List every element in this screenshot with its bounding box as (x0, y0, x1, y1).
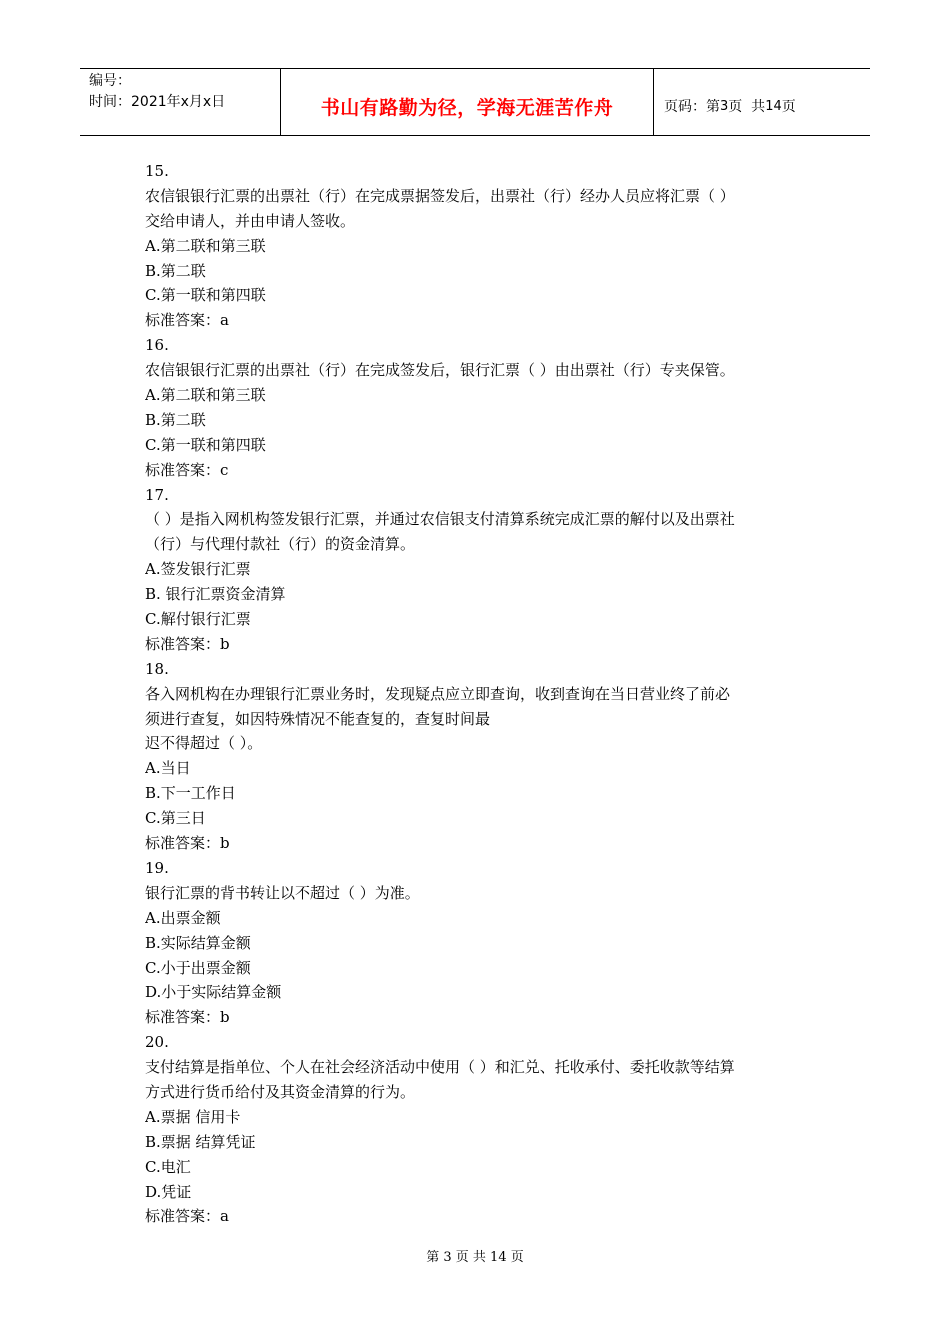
date-label: 时间：2021年x月x日 (89, 94, 226, 110)
text-line: 支付结算是指单位、个人在社会经济活动中使用（ ）和汇兑、托收承付、委托收款等结算 (145, 1058, 735, 1077)
text-line: （ ）是指入网机构签发银行汇票，并通过农信银支付清算系统完成汇票的解付以及出票社 (145, 510, 735, 529)
text-line: 农信银银行汇票的出票社（行）在完成票据签发后，出票社（行）经办人员应将汇票（ ） (145, 186, 735, 205)
text-line: C.小于出票金额 (145, 958, 251, 977)
page-footer: 第 3 页 共 14 页 (426, 1250, 524, 1265)
text-line: A.签发银行汇票 (145, 560, 251, 579)
text-line: B.实际结算金额 (145, 933, 251, 952)
text-line: 15. (145, 162, 169, 180)
text-line: A.第二联和第三联 (145, 386, 266, 405)
text-line: B. 银行汇票资金清算 (145, 585, 286, 604)
text-line: B.下一工作日 (145, 784, 236, 803)
text-line: A.第二联和第三联 (145, 236, 266, 255)
text-line: 17. (145, 485, 169, 504)
text-line: 迟不得超过（ ）。 (145, 734, 263, 753)
text-line: A.出票金额 (145, 908, 221, 927)
text-line: 标准答案：b (145, 834, 230, 853)
text-line: 银行汇票的背书转让以不超过（ ）为准。 (145, 883, 420, 902)
text-line: C.第三日 (145, 809, 206, 828)
text-line: （行）与代理付款社（行）的资金清算。 (145, 535, 416, 554)
text-line: 18. (145, 659, 169, 678)
text-line: D.小于实际结算金额 (145, 983, 282, 1002)
text-line: 标准答案：c (145, 460, 229, 479)
motto-text: 书山有路勤为径，学海无涯苦作舟 (320, 96, 614, 119)
text-line: C.第一联和第四联 (145, 435, 266, 454)
text-line: B.第二联 (145, 261, 206, 280)
text-line: 方式进行货币给付及其资金清算的行为。 (145, 1082, 416, 1101)
text-line: 须进行查复，如因特殊情况不能查复的，查复时间最 (145, 709, 491, 728)
text-line: A.票据 信用卡 (145, 1107, 241, 1126)
text-line: B.票据 结算凭证 (145, 1132, 256, 1151)
text-line: 标准答案：b (145, 1008, 230, 1027)
serial-label: 编号： (89, 73, 131, 89)
text-line: 16. (145, 336, 169, 355)
page-prefix: 页码：第 (664, 99, 720, 115)
text-line: C.解付银行汇票 (145, 610, 251, 629)
text-line: 农信银银行汇票的出票社（行）在完成签发后，银行汇票（ ）由出票社（行）专夹保管。 (145, 361, 735, 380)
question-content (145, 159, 815, 1229)
text-line: 交给申请人，并由申请人签收。 (145, 211, 356, 230)
text-line: A.当日 (145, 759, 191, 778)
text-line: B.第二联 (145, 410, 206, 429)
header-motto-cell (281, 69, 654, 135)
text-line: 19. (145, 858, 169, 877)
text-line: 20. (145, 1033, 169, 1052)
page-total: 14 (765, 98, 782, 114)
text-line: D.凭证 (145, 1182, 192, 1201)
page-suffix: 页 (781, 99, 796, 115)
page-current: 3 (720, 98, 729, 114)
text-line: C.电汇 (145, 1157, 191, 1176)
header-info-cell (80, 69, 281, 135)
page-header (80, 68, 870, 136)
page-middle: 页 共 (728, 99, 766, 115)
text-line: 标准答案：a (145, 311, 229, 330)
text-line: 标准答案：b (145, 634, 230, 653)
header-page-cell (654, 69, 870, 135)
text-line: C.第一联和第四联 (145, 286, 266, 305)
text-line: 标准答案：a (145, 1207, 229, 1226)
text-line: 各入网机构在办理银行汇票业务时，发现疑点应立即查询，收到查询在当日营业终了前必 (145, 684, 731, 703)
